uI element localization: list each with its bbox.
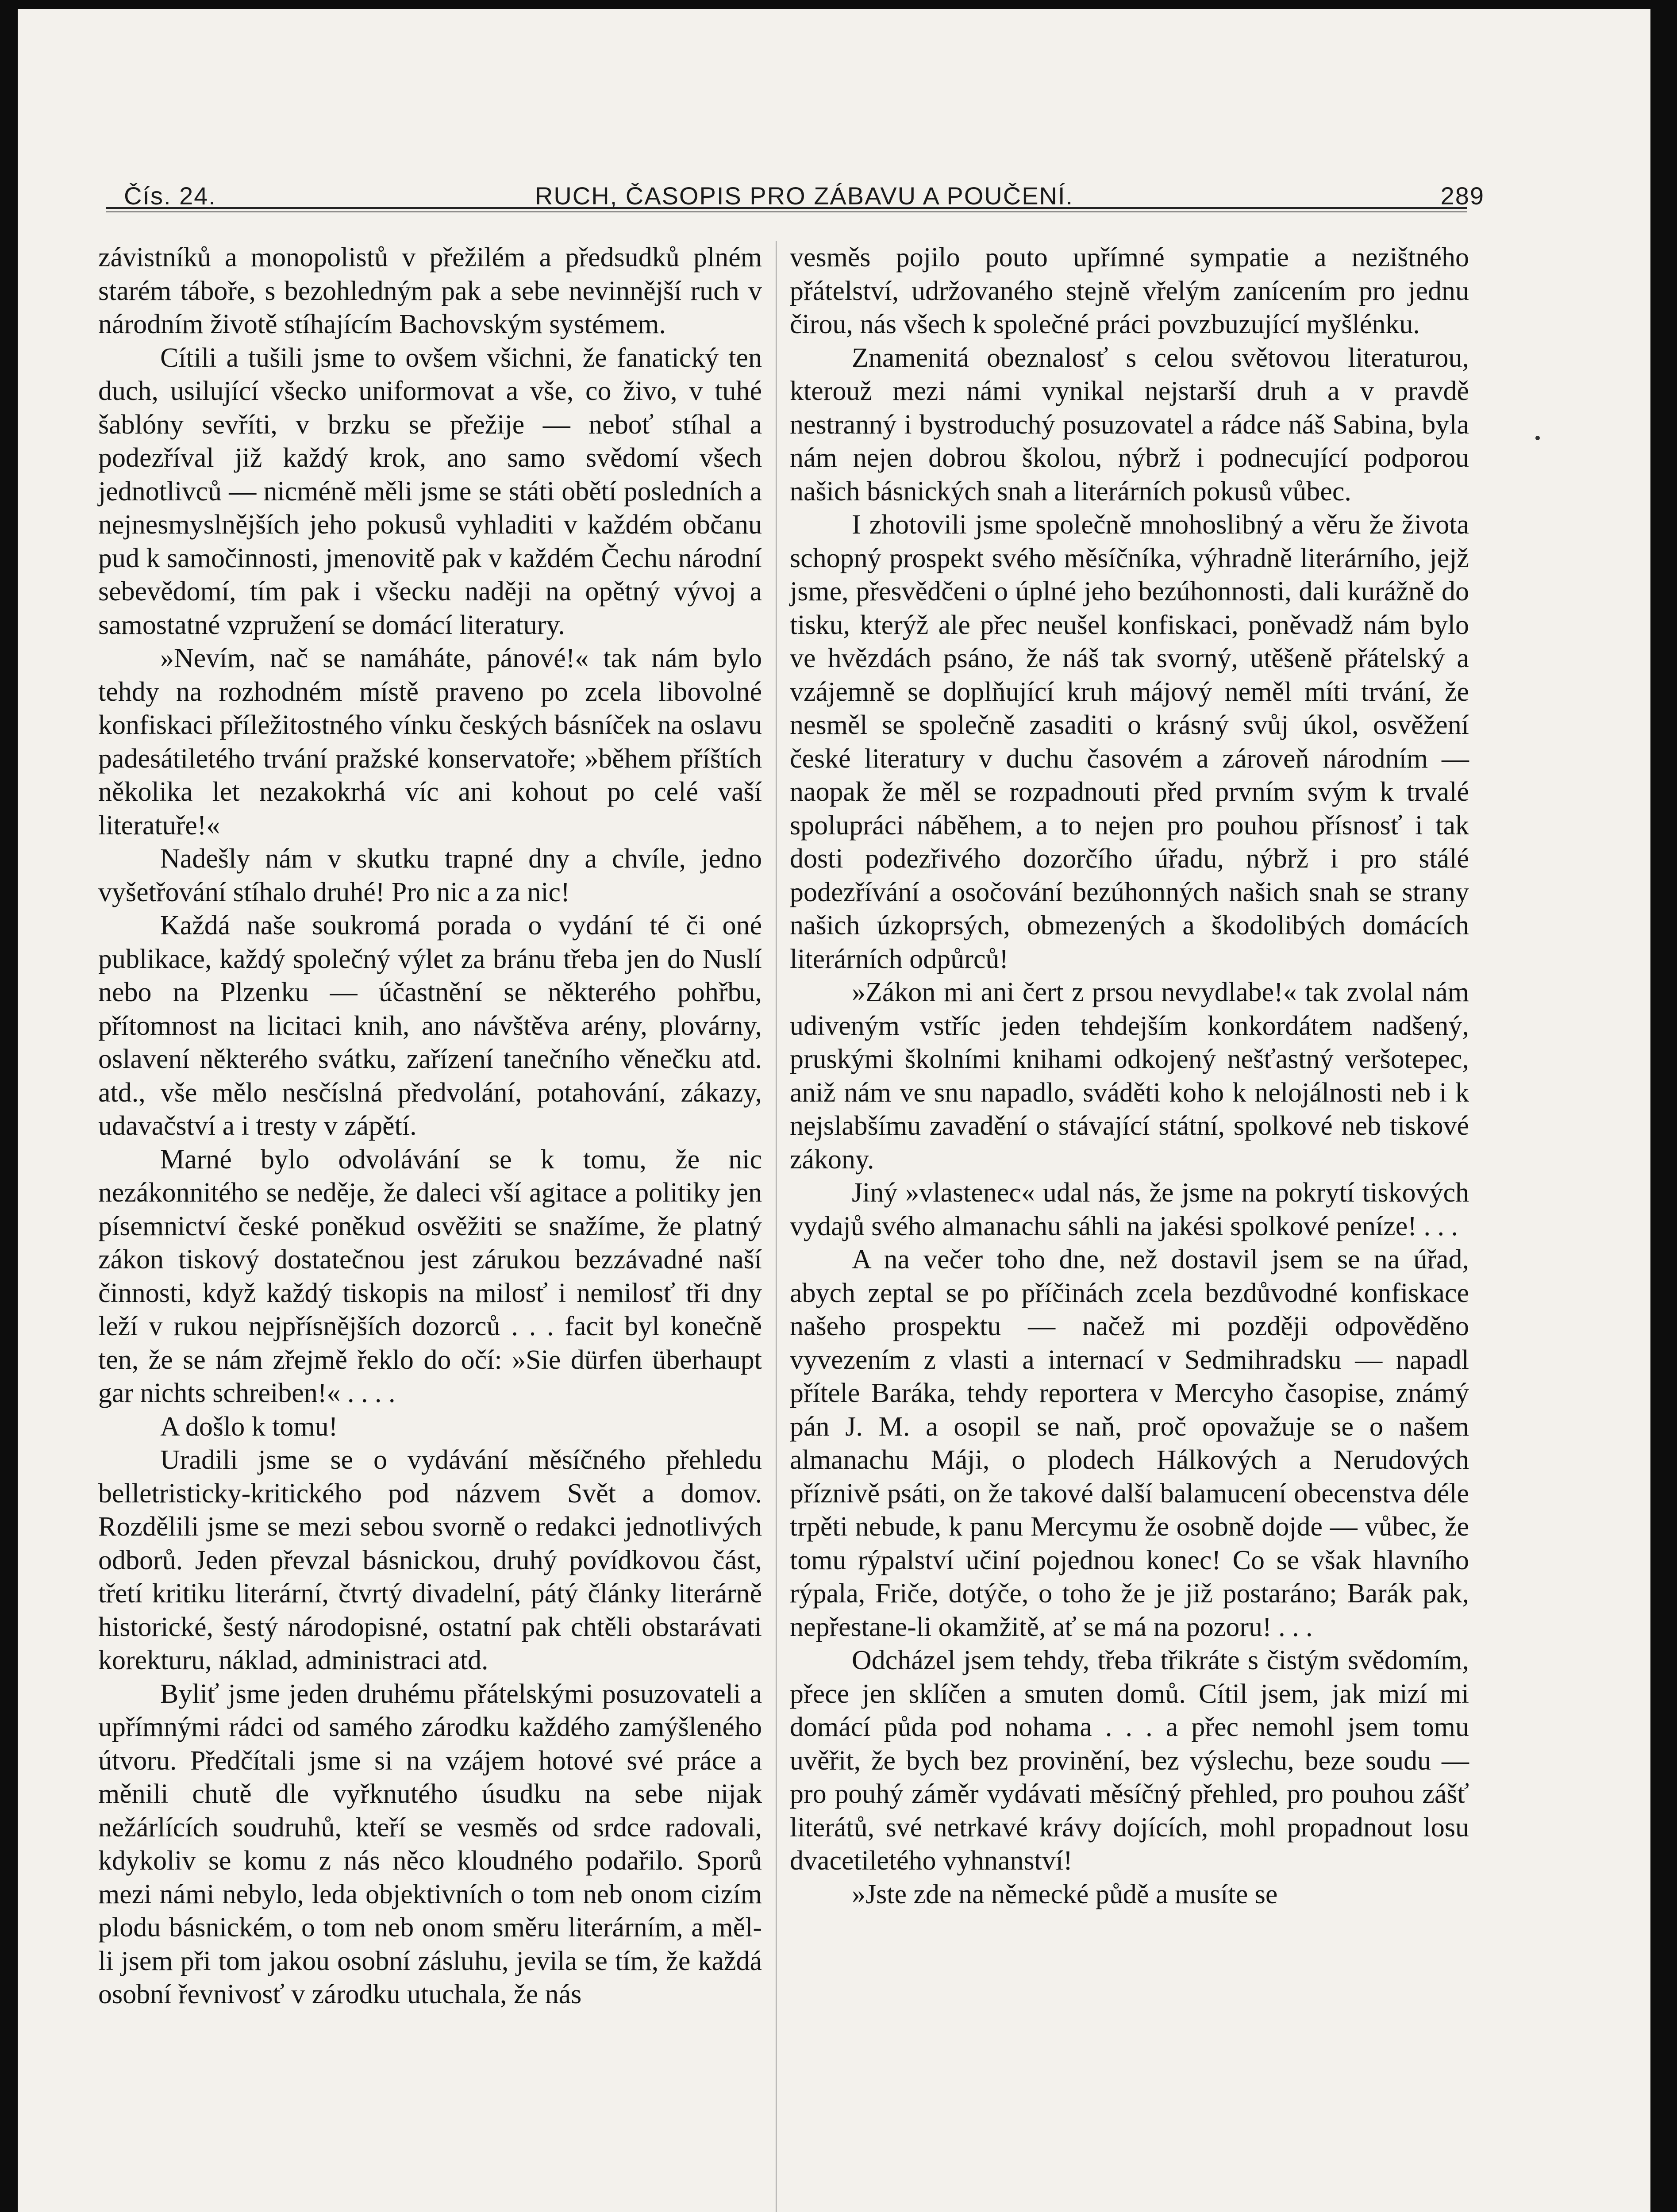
left-column [98,241,762,2012]
issue-number: Čís. 24. [124,182,216,210]
paragraph: I zhotovili jsme společně mnohoslibný a věru že života schopný prospekt svého měsíčníka, výhradně literárního, jejž jsme, přesvědčeni o úplné jeho bezúhonnosti, dali kurážně do tisku, kterýž ale přec neušel konfiskaci, poněvadž nám bylo ve hvězdách psáno, že náš tak svorný, utěšeně přátelský a vzájemně se doplňující kruh májový neměl míti trvání, že nesměl se společně zasaditi o krásný svůj úkol, osvěžení české literatury v duchu časovém a zároveň národním — naopak že měl se rozpadnouti před prvním svým k trvalé spolupráci náběhem, a to nejen pro pouhou přísnosť i tak dosti podezřivého dozorčího úřadu, nýbrž i pro stálé podezřívání a osočování bezúhonných našich snah se strany našich úzkoprsých, obmezených a škodolibých domácích literárních odpůrců! [790,510,1469,974]
paragraph: Nadešly nám v skutku trapné dny a chvíle, jedno vyšetřování stíhalo druhé! Pro nic a za nic! [98,844,762,907]
paragraph: »Zákon mi ani čert z prsou nevydlabe!« tak zvolal nám udiveným vstříc jeden tehdejším konkordátem nadšený, pruskými školními knihami odkojený nešťastný veršotepec, aniž nám ve snu napadlo, sváděti koho k nelojálnosti neb i k nejslabšímu zavadění o stávající státní, spolkové neb tiskové zákony. [790,977,1469,1175]
paragraph: Marné bylo odvolávání se k tomu, že nic nezákonnitého se neděje, že daleci vší agitace a politiky jen písemnictví české poněkud osvěžiti se snažíme, že platný zákon tiskový dostatečnou jest zárukou bezzávadné naší činnosti, když každý tiskopis na milosť i nemilosť tři dny leží v rukou nejpřísnějších dozorců . . . facit byl konečně ten, že se nám zřejmě řeklo do očí: »Sie dürfen überhaupt gar nichts schreiben!« . . . . [98,1144,762,1408]
page-number: 289 [1440,182,1485,210]
paragraph: Znamenitá obeznalosť s celou světovou literaturou, kterouž mezi námi vynikal nejstarší druh a v pravdě nestranný i bystroduchý posuzovatel a rádce náš Sabina, byla nám nejen dobrou školou, nýbrž i podnecující podporou našich básnických snah a literárních pokusů vůbec. [790,342,1469,507]
paragraph: Uradili jsme se o vydávání měsíčného přehledu belletristicky-kritického pod názvem Svět a domov. Rozdělili jsme se mezi sebou svorně o redakci jednotlivých odborů. Jeden převzal básnickou, druhý povídkovou část, třetí kritiku literární, čtvrtý divadelní, pátý články literárně historické, šestý národopisné, ostatní pak chtěli obstarávati korekturu, náklad, administraci atd. [98,1445,762,1675]
print-speck [1535,436,1540,440]
journal-title: RUCH, ČASOPIS PRO ZÁBAVU A POUČENÍ. [535,182,1074,210]
paragraph: závistníků a monopolistů v přežilém a předsudků plném starém táboře, s bezohledným pak a sebe nevinnější ruch v národním životě stíhajícím Bachovským systémem. [98,242,762,339]
column-divider [776,241,777,2212]
paragraph: A došlo k tomu! [160,1411,338,1442]
paragraph: Odcházel jsem tehdy, třeba třikráte s čistým svědomím, přece jen sklíčen a smuten domů. Cítil jsem, jak mizí mi domácí půda pod nohama . . . a přec nemohl jsem tomu uvěřit, že bych bez provinění, bez výslechu, beze soudu — pro pouhý záměr vydávati měsíčný přehled, pro pouhou zášť literátů, své netrkavé krávy dojících, mohl propadnout losu dvacetiletého vyhnanství! [790,1645,1469,1876]
running-header [124,177,1485,217]
paragraph: Jiný »vlastenec« udal nás, že jsme na pokrytí tiskových vydajů svého almanachu sáhli na jakési spolkové peníze! . . . [790,1178,1469,1241]
paragraph: A na večer toho dne, než dostavil jsem se na úřad, abych zeptal se po příčinách zcela bezdůvodné konfiskace našeho prospektu — načež mi později odpověděno vyvezením z vlasti a internací v Sedmihradsku — napadl přítele Baráka, tehdy reportera v Mercyho časopise, známý pán J. M. a osopil se naň, proč opovažuje se o našem almanachu Máji, o plodech Hálkových a Nerudových příznivě psáti, on že takové další balamucení obecenstva déle trpěti nebude, k panu Mercymu že osobně dojde — vůbec, že tomu rýpalství učiní pojednou konec! Co se však hlavního rýpala, Friče, dotýče, o toho že je již postaráno; Barák pak, nepřestane-li okamžitě, ať se má na pozoru! . . . [790,1244,1469,1642]
header-rule [106,207,1467,209]
paragraph: »Jste zde na německé půdě a musíte se [852,1879,1278,1909]
paragraph: Každá naše soukromá porada o vydání té či oné publikace, každý společný výlet za bránu třeba jen do Nuslí nebo na Plzenku — účastnění se některého pohřbu, přítomnost na licitaci knih, ano návštěva arény, plovárny, oslavení některého svátku, zařízení tanečního věnečku atd. atd., vše mělo nesčíslná předvolání, potahování, zákazy, udavačství a i tresty v zápětí. [98,910,762,1141]
paragraph: vesměs pojilo pouto upřímné sympatie a nezištného přátelství, udržovaného stejně vřelým zanícením pro jednu čirou, nás všech k společné práci povzbuzující myšlénku. [790,242,1469,339]
paragraph: »Nevím, nač se namáháte, pánové!« tak nám bylo tehdy na rozhodném místě praveno po zcela libovolné konfiskaci příležitostného vínku českých básníček na oslavu padesátiletého trvání pražské konservatoře; »během příštích několika let nezakokrhá víc ani kohout po celé vaší literatuře!« [98,643,762,841]
paragraph: Cítili a tušili jsme to ovšem všichni, že fanatický ten duch, usilující všecko uniformovat a vše, co živo, v tuhé šablóny sevříti, v brzku se přežije — neboť stíhal a podezříval již každý krok, ano samo svědomí všech jednotlivců — nicméně měli jsme se státi obětí posledních a nejnesmyslnějších jeho pokusů vyhladiti v každém občanu pud k samočinnosti, jmenovitě pak v každém Čechu národní sebevědomí, tím pak i všecku naději na opětný vývoj a samostatné vzpružení se domácí literatury. [98,342,762,640]
paragraph: Byliť jsme jeden druhému přátelskými posuzovateli a upřímnými rádci od samého zárodku každého zamýšleného útvoru. Předčítali jsme si na vzájem hotové své práce a měnili chutě dle vyřknutého úsudku na sebe nijak nežárlících soudruhů, kteří se vesměs od srdce radovali, kdykoliv se komu z nás něco kloudného podařilo. Sporů mezi námi nebylo, leda objektivních o tom neb onom cizím plodu básnickém, o tom neb onom směru literárním, a měl-li jsem při tom jakou osobní zásluhu, jevila se tím, že každá osobní řevnivosť v zárodku utuchala, že nás [98,1678,762,2009]
right-column [790,241,1469,1911]
header-rule-thin [106,211,1467,212]
